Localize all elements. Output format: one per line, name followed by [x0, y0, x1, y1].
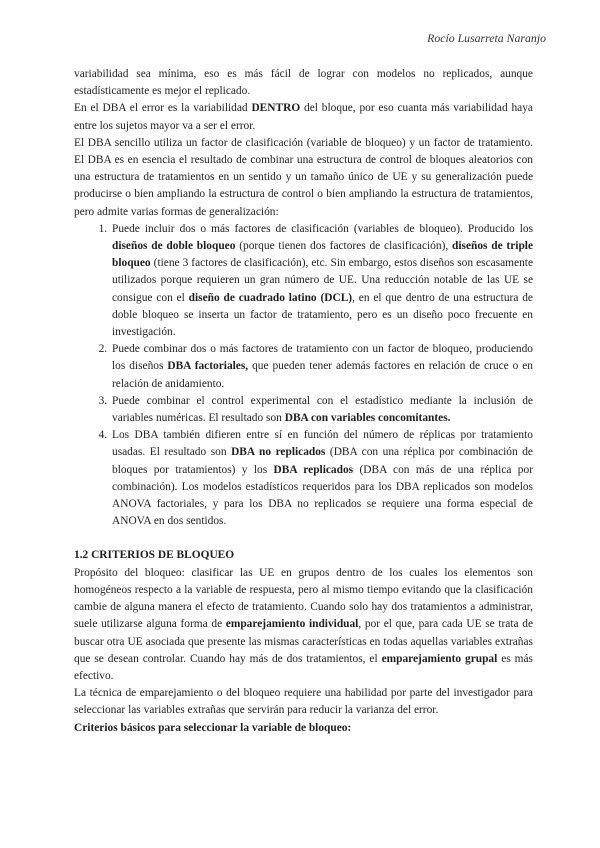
- bold-term: diseño de cuadrado latino (DCL): [188, 291, 353, 304]
- section-heading: 1.2 CRITERIOS DE BLOQUEO: [74, 549, 235, 562]
- bold-criterios: Criterios básicos para seleccionar la variable de bloqueo:: [74, 721, 352, 734]
- text-span: Propósito del bloqueo: clasificar las UE en grupos dentro de los cuales los elementos son homogéneos respecto a la variable de respuesta, pero al mismo tiempo evitando que la clasificación cambie de alguna manera el efecto de tratamiento. Cuando solo hay dos tratamientos a administrar, suele utilizarse alguna forma de: [74, 566, 533, 631]
- paragraph-proposito: [74, 565, 533, 685]
- list-item-2: [110, 341, 533, 393]
- text-span: , en el que dentro de una estructura de doble bloqueo se inserta un factor de tratamiento, pero es un diseño poco frecuente en investigación.: [112, 291, 533, 339]
- bold-term: DBA replicados: [273, 463, 354, 476]
- text-span: es más efectivo.: [74, 652, 533, 682]
- text-span: Puede combinar dos o más factores de tratamiento con un factor de bloqueo, produciendo los diseños: [112, 343, 533, 373]
- bold-term: emparejamiento individual: [225, 618, 359, 631]
- paragraph-dba-sencillo: El DBA sencillo utiliza un factor de clasificación (variable de bloqueo) y un factor de tratamiento. El DBA es en esencia el resultado de combinar una estructura de control de bloques aleatorios con una estructura de tratamientos en un sentido y un tamaño único de UE y su generalización puede producirse o bien ampliando la estructura de control o bien ampliando la estructura de tratamientos, pero admite varias formas de generalización:: [74, 136, 533, 218]
- paragraph-tecnica: La técnica de emparejamiento o del bloqueo requiere una habilidad por parte del investigador para seleccionar las variables extrañas que servirán para reducir la varianza del error.: [74, 687, 533, 717]
- text-span: (DBA con más de una réplica por combinación). Los modelos estadísticos requeridos para los DBA replicados son modelos ANOVA factoriales, y para los DBA no replicados se requiere una forma especial de ANOVA en dos sentidos.: [112, 463, 533, 528]
- bold-term: diseños de triple bloqueo: [112, 240, 534, 270]
- bold-term: DBA no replicados: [231, 446, 326, 459]
- bold-term: diseños de doble bloqueo: [112, 240, 236, 253]
- page-header-author: Rocío Lusarreta Naranjo: [427, 31, 546, 45]
- paragraph-criterios: [74, 720, 533, 737]
- text-span: En el DBA el error es la variabilidad: [74, 102, 252, 115]
- text-span: (DBA con una réplica por combinación de bloques por tratamientos) y los: [112, 446, 533, 476]
- bold-term: DBA con variables concomitantes.: [284, 412, 451, 425]
- text-span: que pueden tener además factores en relación de cruce o en relación de anidamiento.: [112, 360, 534, 390]
- generalization-list: [74, 221, 533, 531]
- list-item-1: [110, 221, 533, 341]
- bold-term: DBA factoriales,: [167, 360, 249, 373]
- text-span: Los DBA también difieren entre sí en función del número de réplicas por tratamiento usadas. El resultado son: [112, 429, 533, 459]
- text-span: (porque tienen dos factores de clasificación),: [235, 240, 453, 253]
- text-span: Puede incluir dos o más factores de clasificación (variables de bloqueo). Producido los: [112, 222, 533, 235]
- list-item-3: [110, 393, 533, 427]
- paragraph-error-dentro: [74, 100, 533, 134]
- bold-dentro: DENTRO: [251, 102, 301, 115]
- page-content: [74, 66, 533, 737]
- list-item-4: [110, 427, 533, 530]
- paragraph-variabilidad: variabilidad sea mínima, eso es más fácil de lograr con modelos no replicados, aunque estadísticamente es mejor el replicado.: [74, 68, 533, 98]
- text-span: Puede combinar el control experimental con el estadístico mediante la inclusión de variables numéricas. El resultado son: [112, 394, 533, 425]
- text-span: del bloque, por eso cuanta más variabilidad haya entre los sujetos mayor va a ser el error.: [74, 102, 533, 132]
- text-span: (tiene 3 factores de clasificación), etc. Sin embargo, estos diseños son escasamente utilizados porque requieren un gran número de UE. Una reducción notable de las UE se consigue con el: [112, 257, 533, 304]
- text-span: , por el que, para cada UE se trata de buscar otra UE asociada que presente las mismas características en todas aquellas variables extrañas que se desean controlar. Cuando hay más de dos tratamientos, el: [74, 618, 534, 665]
- bold-term: emparejamiento grupal: [381, 652, 498, 665]
